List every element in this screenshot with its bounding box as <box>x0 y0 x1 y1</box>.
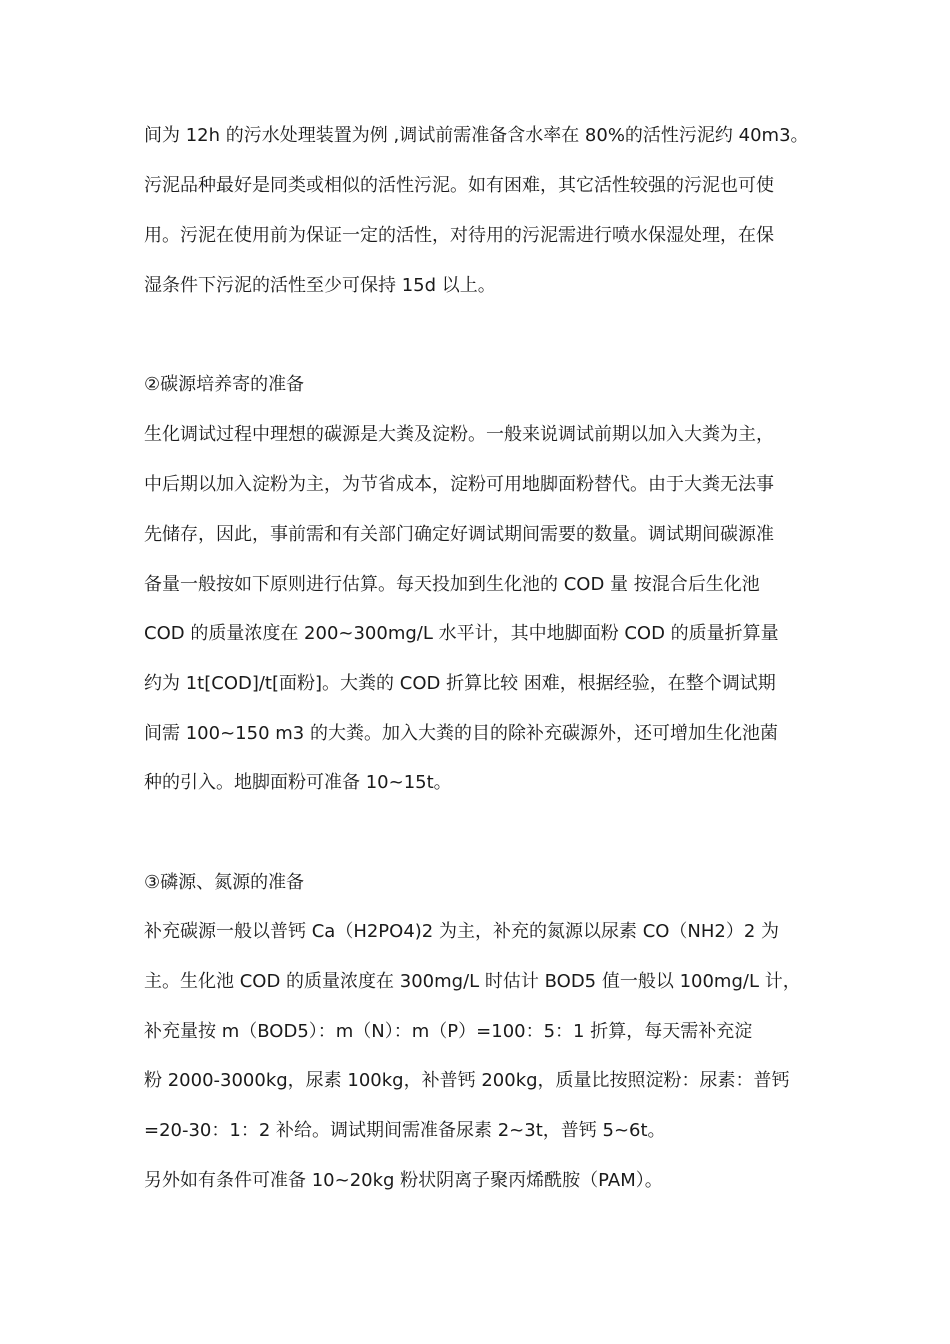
paragraph-line: 先储存，因此，事前需和有关部门确定好调试期间需要的数量。调试期间碳源准 <box>144 524 774 545</box>
paragraph-line: =20-30：1：2 补给。调试期间需准备尿素 2~3t，普钙 5~6t。 <box>144 1120 666 1141</box>
paragraph-line: 补充量按 m（BOD5）：m（N）：m（P）=100：5：1 折算，每天需补充淀 <box>144 1021 753 1042</box>
paragraph-line: 生化调试过程中理想的碳源是大粪及淀粉。一般来说调试前期以加入大粪为主， <box>144 424 774 445</box>
paragraph-line: 种的引入。地脚面粉可准备 10~15t。 <box>144 772 452 793</box>
paragraph-line: 补充碳源一般以普钙 Ca（H2PO4)2 为主，补充的氮源以尿素 CO（NH2）2 为 <box>144 921 780 942</box>
paragraph-line: 粉 2000-3000kg，尿素 100kg，补普钙 200kg，质量比按照淀粉：尿素：普钙 <box>144 1070 790 1091</box>
paragraph-line: 湿条件下污泥的活性至少可保持 15d 以上。 <box>144 275 496 296</box>
paragraph-line: 约为 1t[COD]/t[面粉]。大粪的 COD 折算比较 困难，根据经验，在整个调试期 <box>144 673 776 694</box>
paragraph-line: 主。生化池 COD 的质量浓度在 300mg/L 时估计 BOD5 值一般以 100mg/L 计， <box>144 971 801 992</box>
section-heading-carbon: ②碳源培养寄的准备 <box>144 374 305 395</box>
paragraph-line: COD 的质量浓度在 200~300mg/L 水平计，其中地脚面粉 COD 的质量折算量 <box>144 623 779 644</box>
paragraph-line: 污泥品种最好是同类或相似的活性污泥。如有困难，其它活性较强的污泥也可使 <box>144 175 774 196</box>
paragraph-line: 备量一般按如下原则进行估算。每天投加到生化池的 COD 量 按混合后生化池 <box>144 574 760 595</box>
paragraph-line: 中后期以加入淀粉为主，为节省成本，淀粉可用地脚面粉替代。由于大粪无法事 <box>144 474 774 495</box>
section-heading-phosphorus: ③磷源、氮源的准备 <box>144 872 305 893</box>
paragraph-line: 用。污泥在使用前为保证一定的活性，对待用的污泥需进行喷水保湿处理，在保 <box>144 225 774 246</box>
paragraph-line: 间需 100~150 m3 的大粪。加入大粪的目的除补充碳源外，还可增加生化池菌 <box>144 723 778 744</box>
paragraph-line: 间为 12h 的污水处理装置为例 ,调试前需准备含水率在 80%的活性污泥约 40m3。 <box>144 125 809 146</box>
paragraph-line: 另外如有条件可准备 10~20kg 粉状阴离子聚丙烯酰胺（PAM）。 <box>144 1170 663 1191</box>
